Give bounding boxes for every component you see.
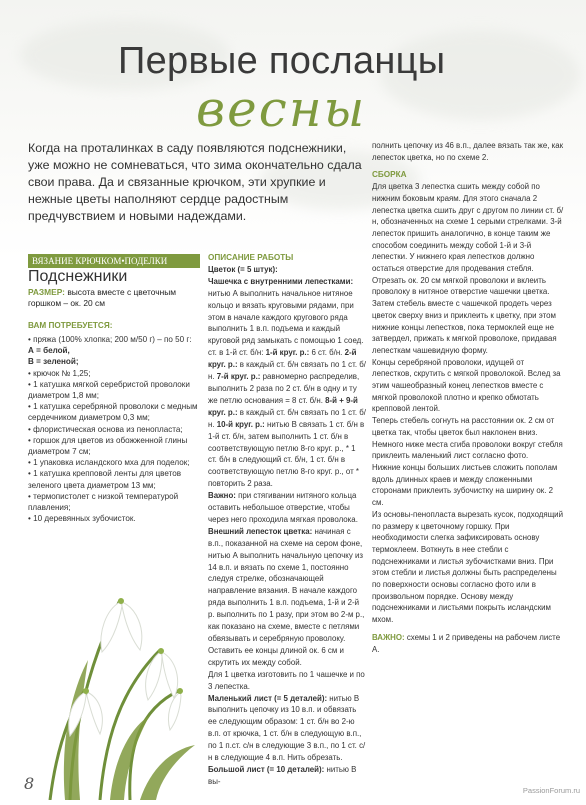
list-item: • 1 катушка мягкой серебристой проволоки диаметром 1,8 мм; — [28, 379, 190, 401]
list-item: • 1 катушка крепповой ленты для цветов зеленого цвета диаметром 13 мм; — [28, 469, 182, 490]
list-item-text: пряжа (100% хлопка; 200 м/50 г) – по 50 г: — [33, 335, 192, 344]
calyx-text: нитью А выполнить начальное нитяное кольцо и вязать круговыми рядами, при этом в начале каждого кругового ряда выполнить 1 в.п. подъема и каждый круговой ряд замыкать с помощью 1 соед. ст. в 1-й ст. б/н: — [208, 288, 364, 358]
snowdrop-icon — [10, 540, 210, 800]
watermark: PassionForum.ru — [522, 786, 580, 795]
list-item: • пряжа (100% хлопка; 200 м/50 г) – по 50 г: — [28, 335, 192, 344]
list-item-text: 1 катушка мягкой серебристой проволоки диаметром 1,8 мм; — [28, 379, 190, 401]
list-item-text: В = зеленой; — [28, 357, 79, 367]
page-title-accent: весны — [196, 80, 367, 138]
rubric-part: ВЯЗАНИЕ КРЮЧКОМ — [32, 256, 122, 266]
size-label: РАЗМЕР: — [28, 287, 65, 297]
assembly-text: Теперь стебель согнуть на расстоянии ок. 2 см от цветка так, чтобы цветок был наклонен вниз. Немного ниже места сгиба проволоки вокруг стебля приклеить маленький лист согласно фото. — [372, 416, 563, 461]
row-text: нитью В связать 1 ст. б/н в 1-й ст. б/н, затем выполнить 1 ст. б/н в соответствующую петлю 8-го круг. р., * 1 ст. б/н в следующий ст. б/н, 1 ст. б/н в соответствующую петлю 8-го круг. р., от * повторить 2 раза. — [208, 419, 365, 489]
row-label: 7-й круг. р.: — [216, 372, 261, 382]
petal-text: начиная с в.п., показанной на схеме на сером фоне, нитью А выполнить начальную цепочку из 14 в.п. и вязать по схеме 1, постоянно следуя стрелке, обозначающей направление вязания. В начале каждого ряда выполнить 1 в.п. подъема, 1-й и 2-й р. выполнить по 1 разу, при этом во 2-м р., как показано на схеме, вместе с петлями обвязывать и серебряную проволоку. Оставить ее концы длиной ок. 6 см и скрутить их между собой. — [208, 526, 365, 667]
list-item-text: 1 катушка серебряной проволоки с медным сердечником диаметром 0,3 мм; — [28, 402, 198, 423]
row-text: в каждый ст. б/н связать по 1 ст. б/н. — [208, 407, 366, 429]
list-item: • термопистолет с низкой температурой плавления; — [28, 491, 179, 513]
row-label: 10-й круг. р.: — [216, 419, 265, 429]
row-text: равномерно распределив, выполнить 2 раза по 2 ст. б/н в одну и ту же петлю основания = 8 ст. б/н. — [208, 372, 360, 405]
list-item: • 1 катушка серебряной проволоки с медным сердечником диаметром 0,3 мм; — [28, 402, 198, 423]
calyx-heading: Чашечка с внутренними лепестками: — [208, 276, 354, 286]
assembly-column — [372, 140, 564, 655]
list-item: • 10 деревянных зубочисток. — [28, 514, 136, 524]
list-item-text: 1 катушка крепповой ленты для цветов зеленого цвета диаметром 13 мм; — [28, 469, 182, 490]
list-item: • флористическая основа из пенопласта; — [28, 424, 183, 434]
rubric-part: ПОДЕЛКИ — [124, 256, 168, 266]
list-item-text: флористическая основа из пенопласта; — [33, 424, 183, 434]
row-text: в каждый ст. б/н связать по 1 ст. б/н. — [208, 360, 366, 382]
assembly-text: Для цветка 3 лепестка сшить между собой по нижним боковым краям. Для этого сначала 2 лепестка цветка сшить друг с другом по линии ст. б/н, обозначенных на схеме 1 серыми стрелками. 3-й лепесток пришить аналогично, в конце таким же способом соединить между собой 1-й и 3-й лепестки. У нижнего края лепестков должно остаться отверстие для продевания стебля. Отрезать ок. 20 см мягкой проволоки и вклеить проволоку в нитяное отверстие чашечки цветка. Затем стебель вместе с чашечкой продеть через цветок сверху вниз и приклеить к цветку, при этом нижние концы лепестков, пока термоклей еще не затвердел, прижать к мягкой проволоке, придавая лепесткам чашевидную форму. — [372, 182, 564, 355]
small-leaf-text: нитью В выполнить цепочку из 10 в.п. и обвязать ее следующим образом: 1 ст. б/н во 2-ю в.п. от крючка, 1 ст. б/н в следующую в.п., по 1 п.ст. с/н в следующие 3 в.п., по 1 ст. с/н в следующие 4 в.п. Нить обрезать. — [208, 693, 366, 763]
continued-text: полнить цепочку из 46 в.п., далее вязать так же, как лепесток цветка, но по схеме 2. — [372, 141, 564, 162]
section-rubric — [28, 254, 200, 268]
assembly-text: Из основы-пенопласта вырезать кусок, подходящий по размеру к цветочному горшку. При необходимости слегка зафиксировать основу термоклеем. Воткнуть в нее стебли с подснежниками и листья зубочистками вниз. При этом стебли и листья должны быть распределены по поверхности основы согласно фото или в произвольном порядке. Основу между подснежниками и листьями покрыть исландским мхом. — [372, 509, 563, 625]
list-item-text: 10 деревянных зубочисток. — [33, 514, 136, 524]
note-label: Важно: — [208, 491, 236, 501]
assembly-text: Концы серебряной проволоки, идущей от лепестков, скрутить с мягкой проволокой. Вслед за этим чашеобразный конец лепестков вместе с мягкой проволокой плотно и крепко обмотать крепповой лентой. — [372, 357, 561, 414]
list-item-text: 1 упаковка исландского мха для поделок; — [33, 458, 190, 468]
row-label: 2-й круг. р.: — [208, 348, 357, 370]
row-label: 1-й круг. р.: — [265, 348, 310, 358]
row-text: 6 ст. б/н. — [311, 348, 343, 358]
list-item: • горшок для цветов из обожженной глины диаметром 7 см; — [28, 435, 188, 457]
row-label: 8-й + 9-й круг. р.: — [208, 395, 358, 417]
big-leaf-heading: Большой лист (= 10 деталей): — [208, 764, 325, 774]
assembly-heading: СБОРКА — [372, 170, 407, 180]
snowdrops-illustration — [10, 540, 210, 800]
list-item-text: горшок для цветов из обожженной глины диаметром 7 см; — [28, 435, 188, 457]
size-text: высота вместе с цветочным горшком – ок. 20 см — [28, 287, 176, 308]
small-leaf-heading: Маленький лист (= 5 деталей): — [208, 693, 328, 703]
important-text: схемы 1 и 2 приведены на рабочем листе А. — [372, 632, 561, 654]
note-text: при стягивании нитяного кольца оставить небольшое отверстие, чтобы через него проходила мягкая проволока. — [208, 491, 358, 524]
flower-heading: Цветок (= 5 штук): — [208, 264, 278, 274]
big-leaf-text: нитью В вы- — [208, 764, 357, 786]
list-item — [28, 345, 206, 356]
page-number: 8 — [24, 774, 35, 793]
important-label: ВАЖНО: — [372, 632, 405, 642]
page-title: Первые посланцы — [118, 40, 446, 82]
materials-list — [28, 334, 206, 524]
list-item-text: А = белой, — [28, 346, 70, 356]
petal-text: Для 1 цветка изготовить по 1 чашечке и по 3 лепестка. — [208, 669, 365, 691]
list-item — [28, 356, 206, 367]
project-name: Подснежники — [28, 268, 128, 285]
assembly-text: Нижние концы больших листьев сложить пополам вдоль длинных краев и между сложенными сторонами приклеить зубочистку на ширину ок. 2 см. — [372, 462, 558, 508]
rubric-separator: • — [121, 256, 125, 266]
size-info — [28, 287, 200, 309]
petal-heading: Внешний лепесток цветка: — [208, 526, 313, 536]
list-item: • крючок № 1,25; — [28, 368, 91, 378]
list-item-text: термопистолет с низкой температурой плавления; — [28, 491, 179, 513]
work-heading: ОПИСАНИЕ РАБОТЫ — [208, 253, 294, 262]
list-item-text: крючок № 1,25; — [33, 368, 91, 378]
work-column — [208, 252, 366, 788]
list-item: • 1 упаковка исландского мха для поделок; — [28, 458, 190, 468]
intro-text: Когда на проталинках в саду появляются подснежники, уже можно не сомневаться, что зима окончательно сдала свои права. Да и связанные крючком, эти хрупкие и нежные цветы наполняют сердце радостным предчувствием и новыми надеждами. — [28, 141, 362, 223]
materials-heading: ВАМ ПОТРЕБУЕТСЯ: — [28, 321, 113, 330]
